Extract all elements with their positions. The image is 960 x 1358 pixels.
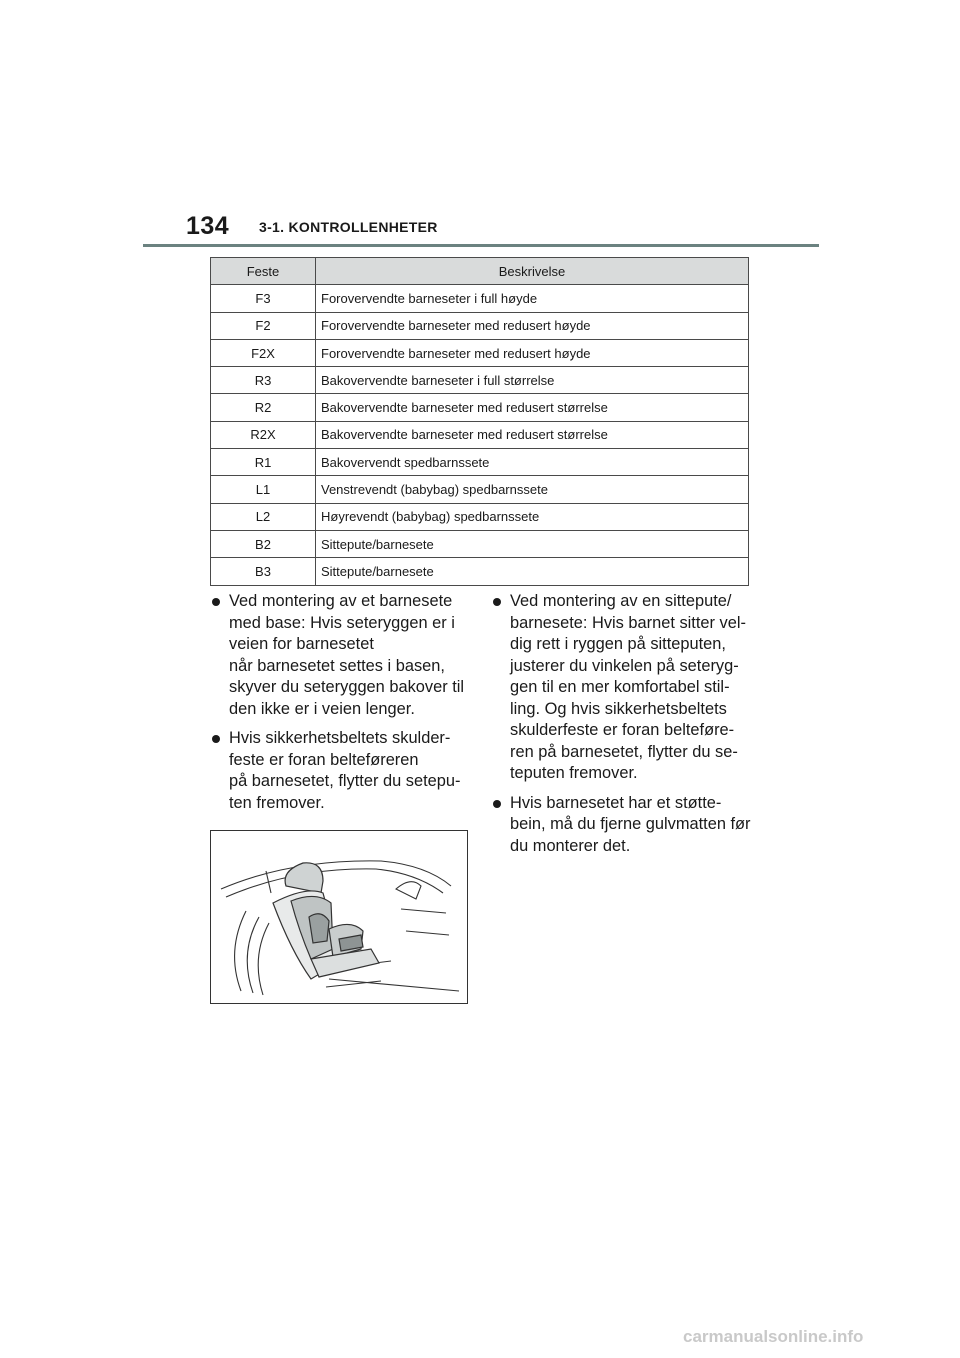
table-row: [211, 558, 749, 585]
bullet-text-line: skulderfeste er foran belteføre-: [510, 721, 735, 739]
bullet-text-line: du monterer det.: [510, 836, 631, 855]
right-column: [493, 591, 753, 865]
feste-code-cell: B2: [211, 530, 316, 557]
bullet-text-line: ten fremover.: [229, 793, 325, 812]
bullet-text-line: Hvis barnesetet har et støtte-: [510, 793, 722, 812]
description-cell: Bakovervendt spedbarnssete: [316, 449, 749, 476]
description-cell: Bakovervendte barneseter med redusert størrelse: [316, 421, 749, 448]
feste-code-cell: L2: [211, 503, 316, 530]
bullet-dot-icon: [212, 735, 220, 743]
description-cell: Høyrevendt (babybag) spedbarnssete: [316, 503, 749, 530]
table-row: [211, 367, 749, 394]
feste-code-cell: R1: [211, 449, 316, 476]
bullet-text-line: barnesete: Hvis barnet sitter vel-: [510, 613, 746, 632]
bullet-dot-icon: [493, 800, 501, 808]
feste-code-cell: F3: [211, 285, 316, 312]
feste-code-cell: F2: [211, 312, 316, 339]
table-header-row: [211, 258, 749, 285]
bullet-text-line: med base: Hvis seteryggen er i: [229, 613, 455, 632]
bullet-item: [212, 591, 467, 720]
column-header-beskrivelse: Beskrivelse: [316, 258, 749, 285]
table-row: [211, 449, 749, 476]
bullet-item: [212, 728, 467, 814]
bullet-text-line: justerer du vinkelen på seteryg-: [510, 656, 739, 675]
bullet-text-line: når barnesetet settes i basen,: [229, 656, 445, 675]
table-row: [211, 339, 749, 366]
bullet-text-line: feste er foran belteføreren: [229, 750, 419, 769]
header-rule: [143, 244, 819, 247]
table-row: [211, 476, 749, 503]
bullet-item: [493, 591, 753, 785]
description-cell: Forovervendte barneseter med redusert høyde: [316, 312, 749, 339]
bullet-text-line: ren på barnesetet, flytter du se-: [510, 742, 738, 761]
description-cell: Sittepute/barnesete: [316, 530, 749, 557]
description-cell: Forovervendte barneseter i full høyde: [316, 285, 749, 312]
watermark: carmanualsonline.info: [683, 1327, 864, 1346]
column-header-feste: Feste: [211, 258, 316, 285]
bullet-text-line: på barnesetet, flytter du setepu-: [229, 772, 461, 790]
feste-code-cell: R3: [211, 367, 316, 394]
table-body: [211, 285, 749, 585]
feste-code-cell: F2X: [211, 339, 316, 366]
description-cell: Bakovervendte barneseter i full størrelse: [316, 367, 749, 394]
feste-code-cell: R2X: [211, 421, 316, 448]
bullet-text-line: ling. Og hvis sikkerhetsbeltets: [510, 699, 727, 718]
bullet-text-line: bein, må du fjerne gulvmatten før: [510, 815, 751, 833]
page-number: 134: [186, 212, 230, 240]
bullet-text-line: Ved montering av en sittepute/: [510, 592, 732, 610]
section-title: 3-1. KONTROLLENHETER: [259, 219, 438, 235]
bullet-text-line: Ved montering av et barnesete: [229, 592, 453, 610]
table-row: [211, 503, 749, 530]
left-column: [212, 591, 467, 822]
bullet-item: [493, 793, 753, 858]
bullet-dot-icon: [212, 598, 220, 606]
feste-table: [210, 257, 749, 586]
table-row: [211, 285, 749, 312]
feste-code-cell: B3: [211, 558, 316, 585]
feste-code-cell: R2: [211, 394, 316, 421]
bullet-text-line: den ikke er i veien lenger.: [229, 699, 415, 718]
bullet-text-line: dig rett i ryggen på sitteputen,: [510, 635, 726, 653]
bullet-text-line: gen til en mer komfortabel stil-: [510, 678, 730, 696]
bullet-dot-icon: [493, 598, 501, 606]
car-seat-illustration-icon: [211, 831, 467, 1003]
description-cell: Bakovervendte barneseter med redusert størrelse: [316, 394, 749, 421]
bullet-text-line: teputen fremover.: [510, 764, 638, 782]
description-cell: Venstrevendt (babybag) spedbarnssete: [316, 476, 749, 503]
feste-code-cell: L1: [211, 476, 316, 503]
table-row: [211, 421, 749, 448]
table-row: [211, 394, 749, 421]
bullet-text-line: Hvis sikkerhetsbeltets skulder-: [229, 729, 451, 747]
description-cell: Sittepute/barnesete: [316, 558, 749, 585]
bullet-text-line: skyver du seteryggen bakover til: [229, 678, 465, 696]
table-row: [211, 312, 749, 339]
description-cell: Forovervendte barneseter med redusert høyde: [316, 339, 749, 366]
car-seat-illustration: [210, 830, 468, 1004]
bullet-text-line: veien for barnesetet: [229, 635, 374, 653]
table-row: [211, 530, 749, 557]
